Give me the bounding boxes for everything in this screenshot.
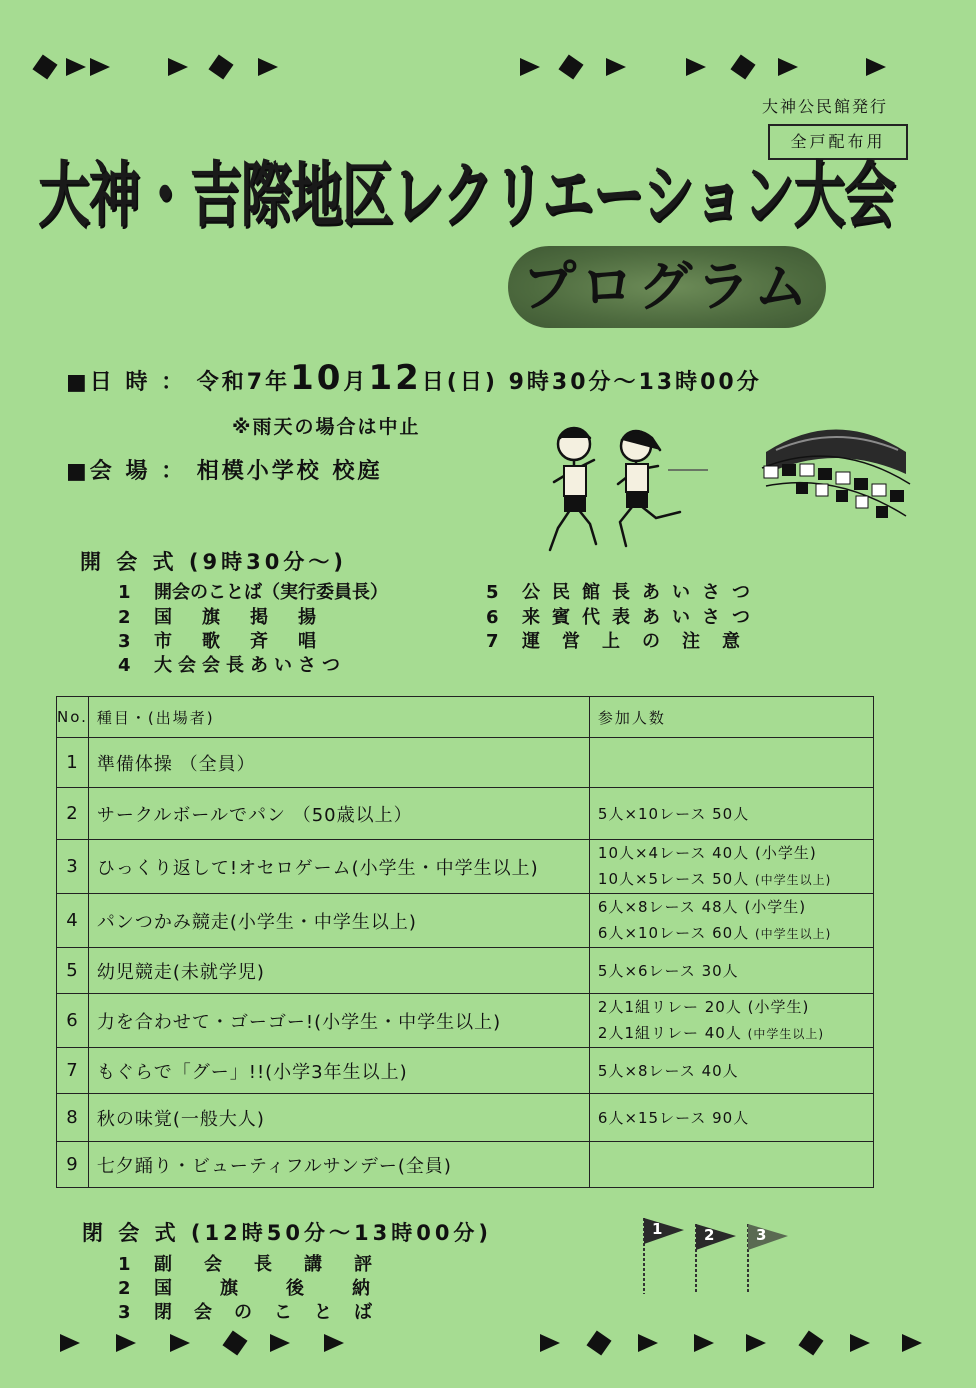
date-label: ■日 時 ： <box>66 370 187 395</box>
row-participants <box>589 738 873 788</box>
participants-count: 10人×4レース 40人 <box>597 844 750 862</box>
participants-line <box>598 840 865 866</box>
row-number: 9 <box>57 1142 89 1188</box>
triangle-ornament-icon <box>686 58 706 76</box>
closing-item <box>118 1250 379 1276</box>
opening-item-text: 来賓代表あいさつ <box>522 607 762 628</box>
participants-note: (中学生以上) <box>755 927 832 941</box>
header-participants: 参加人数 <box>589 697 873 738</box>
date-month: 10 <box>290 358 344 398</box>
closing-item-text: 国 旗 後 納 <box>154 1278 374 1299</box>
opening-item <box>118 603 322 629</box>
pennant-number: 2 <box>704 1226 715 1244</box>
triangle-ornament-icon <box>746 1334 766 1352</box>
diamond-ornament-icon <box>32 54 57 79</box>
row-event: もぐらで「グー」!!(小学3年生以上) <box>88 1048 589 1094</box>
participants-note: (小学生) <box>744 898 807 916</box>
header-event: 種目・(出場者) <box>88 697 589 738</box>
date-era: 令和7年 <box>196 370 291 395</box>
participants-note: (小学生) <box>755 844 817 862</box>
rain-note: ※雨天の場合は中止 <box>232 416 421 438</box>
row-event: 七夕踊り・ビューティフルサンデー(全員) <box>88 1142 589 1188</box>
publisher-label: 大神公民館発行 <box>762 97 889 116</box>
row-participants <box>589 948 873 994</box>
triangle-ornament-icon <box>606 58 626 76</box>
row-event: 幼児競走(未就学児) <box>88 948 589 994</box>
row-number: 4 <box>57 894 89 948</box>
closing-ceremony-title: 閉 会 式 (12時50分～13時00分) <box>82 1221 493 1245</box>
triangle-ornament-icon <box>60 1334 80 1352</box>
venue-label: ■会 場 ： <box>66 459 187 484</box>
date-month-unit: 月 <box>343 370 369 395</box>
venue-row <box>66 454 382 485</box>
opening-item <box>118 578 388 604</box>
row-event: 秋の味覚(一般大人) <box>88 1094 589 1142</box>
opening-ceremony-title: 開 会 式 (9時30分～) <box>80 550 347 574</box>
table-row <box>57 1142 874 1188</box>
participants-line <box>598 894 865 920</box>
opening-item-number: 1 <box>118 582 131 603</box>
row-number: 8 <box>57 1094 89 1142</box>
triangle-ornament-icon <box>324 1334 344 1352</box>
table-row <box>57 788 874 840</box>
table-row <box>57 948 874 994</box>
closing-item-text: 副 会 長 講 評 <box>154 1254 379 1275</box>
participants-count: 6人×8レース 48人 <box>597 898 739 916</box>
closing-item-number: 2 <box>118 1278 131 1299</box>
opening-item <box>118 627 322 653</box>
row-event: パンつかみ競走(小学生・中学生以上) <box>88 894 589 948</box>
diamond-ornament-icon <box>208 54 233 79</box>
venue-value: 相模小学校 校庭 <box>196 459 383 484</box>
date-time: 9時30分～13時00分 <box>508 370 762 395</box>
page-title: 大神・吉際地区レクリエーション大会 <box>38 152 895 237</box>
opening-item-text: 運 営 上 の 注 意 <box>522 631 742 652</box>
row-participants <box>589 1142 873 1188</box>
participants-count: 2人1組リレー 40人 <box>597 1024 742 1042</box>
triangle-ornament-icon <box>116 1334 136 1352</box>
bottom-ornament-border <box>0 1326 976 1366</box>
opening-item-text: 開会のことば（実行委員長） <box>154 582 388 603</box>
opening-item <box>486 603 762 629</box>
date-day: 12 <box>368 358 422 398</box>
pennant-flag-1 <box>640 1216 690 1300</box>
row-event: ひっくり返して!オセロゲーム(小学生・中学生以上) <box>88 840 589 894</box>
participants-line: 5人×8レース 40人 <box>597 1061 739 1080</box>
opening-item <box>486 627 742 653</box>
row-number: 7 <box>57 1048 89 1094</box>
table-row <box>57 1094 874 1142</box>
row-number: 3 <box>57 840 89 894</box>
opening-item-number: 2 <box>118 607 131 628</box>
date-row <box>66 358 762 398</box>
participants-count: 2人1組リレー 20人 <box>597 998 742 1016</box>
row-number: 1 <box>57 738 89 788</box>
triangle-ornament-icon <box>694 1334 714 1352</box>
table-row <box>57 994 874 1048</box>
top-ornament-border <box>0 48 976 88</box>
triangle-ornament-icon <box>258 58 278 76</box>
triangle-ornament-icon <box>866 58 886 76</box>
events-table <box>56 696 874 1188</box>
triangle-ornament-icon <box>520 58 540 76</box>
date-day-unit: 日 <box>421 370 447 395</box>
row-number: 6 <box>57 994 89 1048</box>
flag-icon <box>640 1216 690 1296</box>
table-header-row <box>57 697 874 738</box>
triangle-ornament-icon <box>66 58 86 76</box>
diamond-ornament-icon <box>558 54 583 79</box>
pennant-number: 1 <box>652 1220 663 1238</box>
pennant-flag-3 <box>744 1222 794 1306</box>
triangle-ornament-icon <box>778 58 798 76</box>
participants-line <box>598 1020 865 1047</box>
row-event: 力を合わせて・ゴーゴー!(小学生・中学生以上) <box>88 994 589 1048</box>
opening-item-text: 国 旗 掲 揚 <box>154 607 322 628</box>
row-number: 5 <box>57 948 89 994</box>
opening-item <box>486 578 762 604</box>
opening-item-number: 4 <box>118 655 131 676</box>
row-participants <box>589 894 873 948</box>
opening-item-number: 7 <box>486 631 499 652</box>
participants-note: (中学生以上) <box>747 1027 825 1041</box>
participants-line <box>598 994 865 1020</box>
row-participants <box>589 1094 873 1142</box>
triangle-ornament-icon <box>850 1334 870 1352</box>
row-participants <box>589 1048 873 1094</box>
participants-line: 5人×6レース 30人 <box>597 961 739 980</box>
header-no: No. <box>57 697 89 738</box>
opening-item-number: 3 <box>118 631 131 652</box>
opening-item-number: 6 <box>486 607 499 628</box>
running-children-illustration <box>540 410 710 560</box>
triangle-ornament-icon <box>90 58 110 76</box>
opening-item-text: 市 歌 斉 唱 <box>154 631 322 652</box>
opening-item-number: 5 <box>486 582 499 603</box>
distribution-box: 全戸配布用 <box>768 124 908 160</box>
participants-line: 5人×10レース 50人 <box>597 804 750 823</box>
program-badge-label: プログラム <box>522 255 812 318</box>
triangle-ornament-icon <box>170 1334 190 1352</box>
flag-icon <box>744 1222 794 1302</box>
participants-line <box>598 920 865 947</box>
program-badge <box>508 246 826 328</box>
table-row <box>57 1048 874 1094</box>
row-number: 2 <box>57 788 89 840</box>
participants-count: 6人×10レース 60人 <box>597 924 750 942</box>
triangle-ornament-icon <box>540 1334 560 1352</box>
diamond-ornament-icon <box>586 1330 611 1355</box>
opening-item <box>118 651 346 677</box>
participants-line <box>598 866 865 893</box>
stadium-flags-illustration <box>756 412 916 542</box>
participants-line: 6人×15レース 90人 <box>597 1108 750 1127</box>
triangle-ornament-icon <box>168 58 188 76</box>
closing-item-text: 閉 会 の こ と ば <box>154 1302 374 1323</box>
date-weekday: (日) <box>446 370 498 395</box>
table-row <box>57 894 874 948</box>
triangle-ornament-icon <box>270 1334 290 1352</box>
flag-icon <box>692 1222 742 1302</box>
row-participants <box>589 994 873 1048</box>
closing-item <box>118 1274 374 1300</box>
participants-note: (中学生以上) <box>755 873 832 887</box>
closing-item-number: 1 <box>118 1254 131 1275</box>
row-participants <box>589 840 873 894</box>
participants-count: 10人×5レース 50人 <box>597 870 750 888</box>
opening-item-text: 大会会長あいさつ <box>154 655 346 676</box>
diamond-ornament-icon <box>798 1330 823 1355</box>
table-row <box>57 840 874 894</box>
pennant-flag-2 <box>692 1222 742 1306</box>
triangle-ornament-icon <box>638 1334 658 1352</box>
opening-item-text: 公民館長あいさつ <box>522 582 762 603</box>
closing-item-number: 3 <box>118 1302 131 1323</box>
row-participants <box>589 788 873 840</box>
table-row <box>57 738 874 788</box>
participants-note: (小学生) <box>747 998 810 1016</box>
triangle-ornament-icon <box>902 1334 922 1352</box>
closing-item <box>118 1298 374 1324</box>
diamond-ornament-icon <box>730 54 755 79</box>
row-event: 準備体操 （全員） <box>88 738 589 788</box>
row-event: サークルボールでパン （50歳以上） <box>88 788 589 840</box>
diamond-ornament-icon <box>222 1330 247 1355</box>
pennant-number: 3 <box>756 1226 767 1244</box>
